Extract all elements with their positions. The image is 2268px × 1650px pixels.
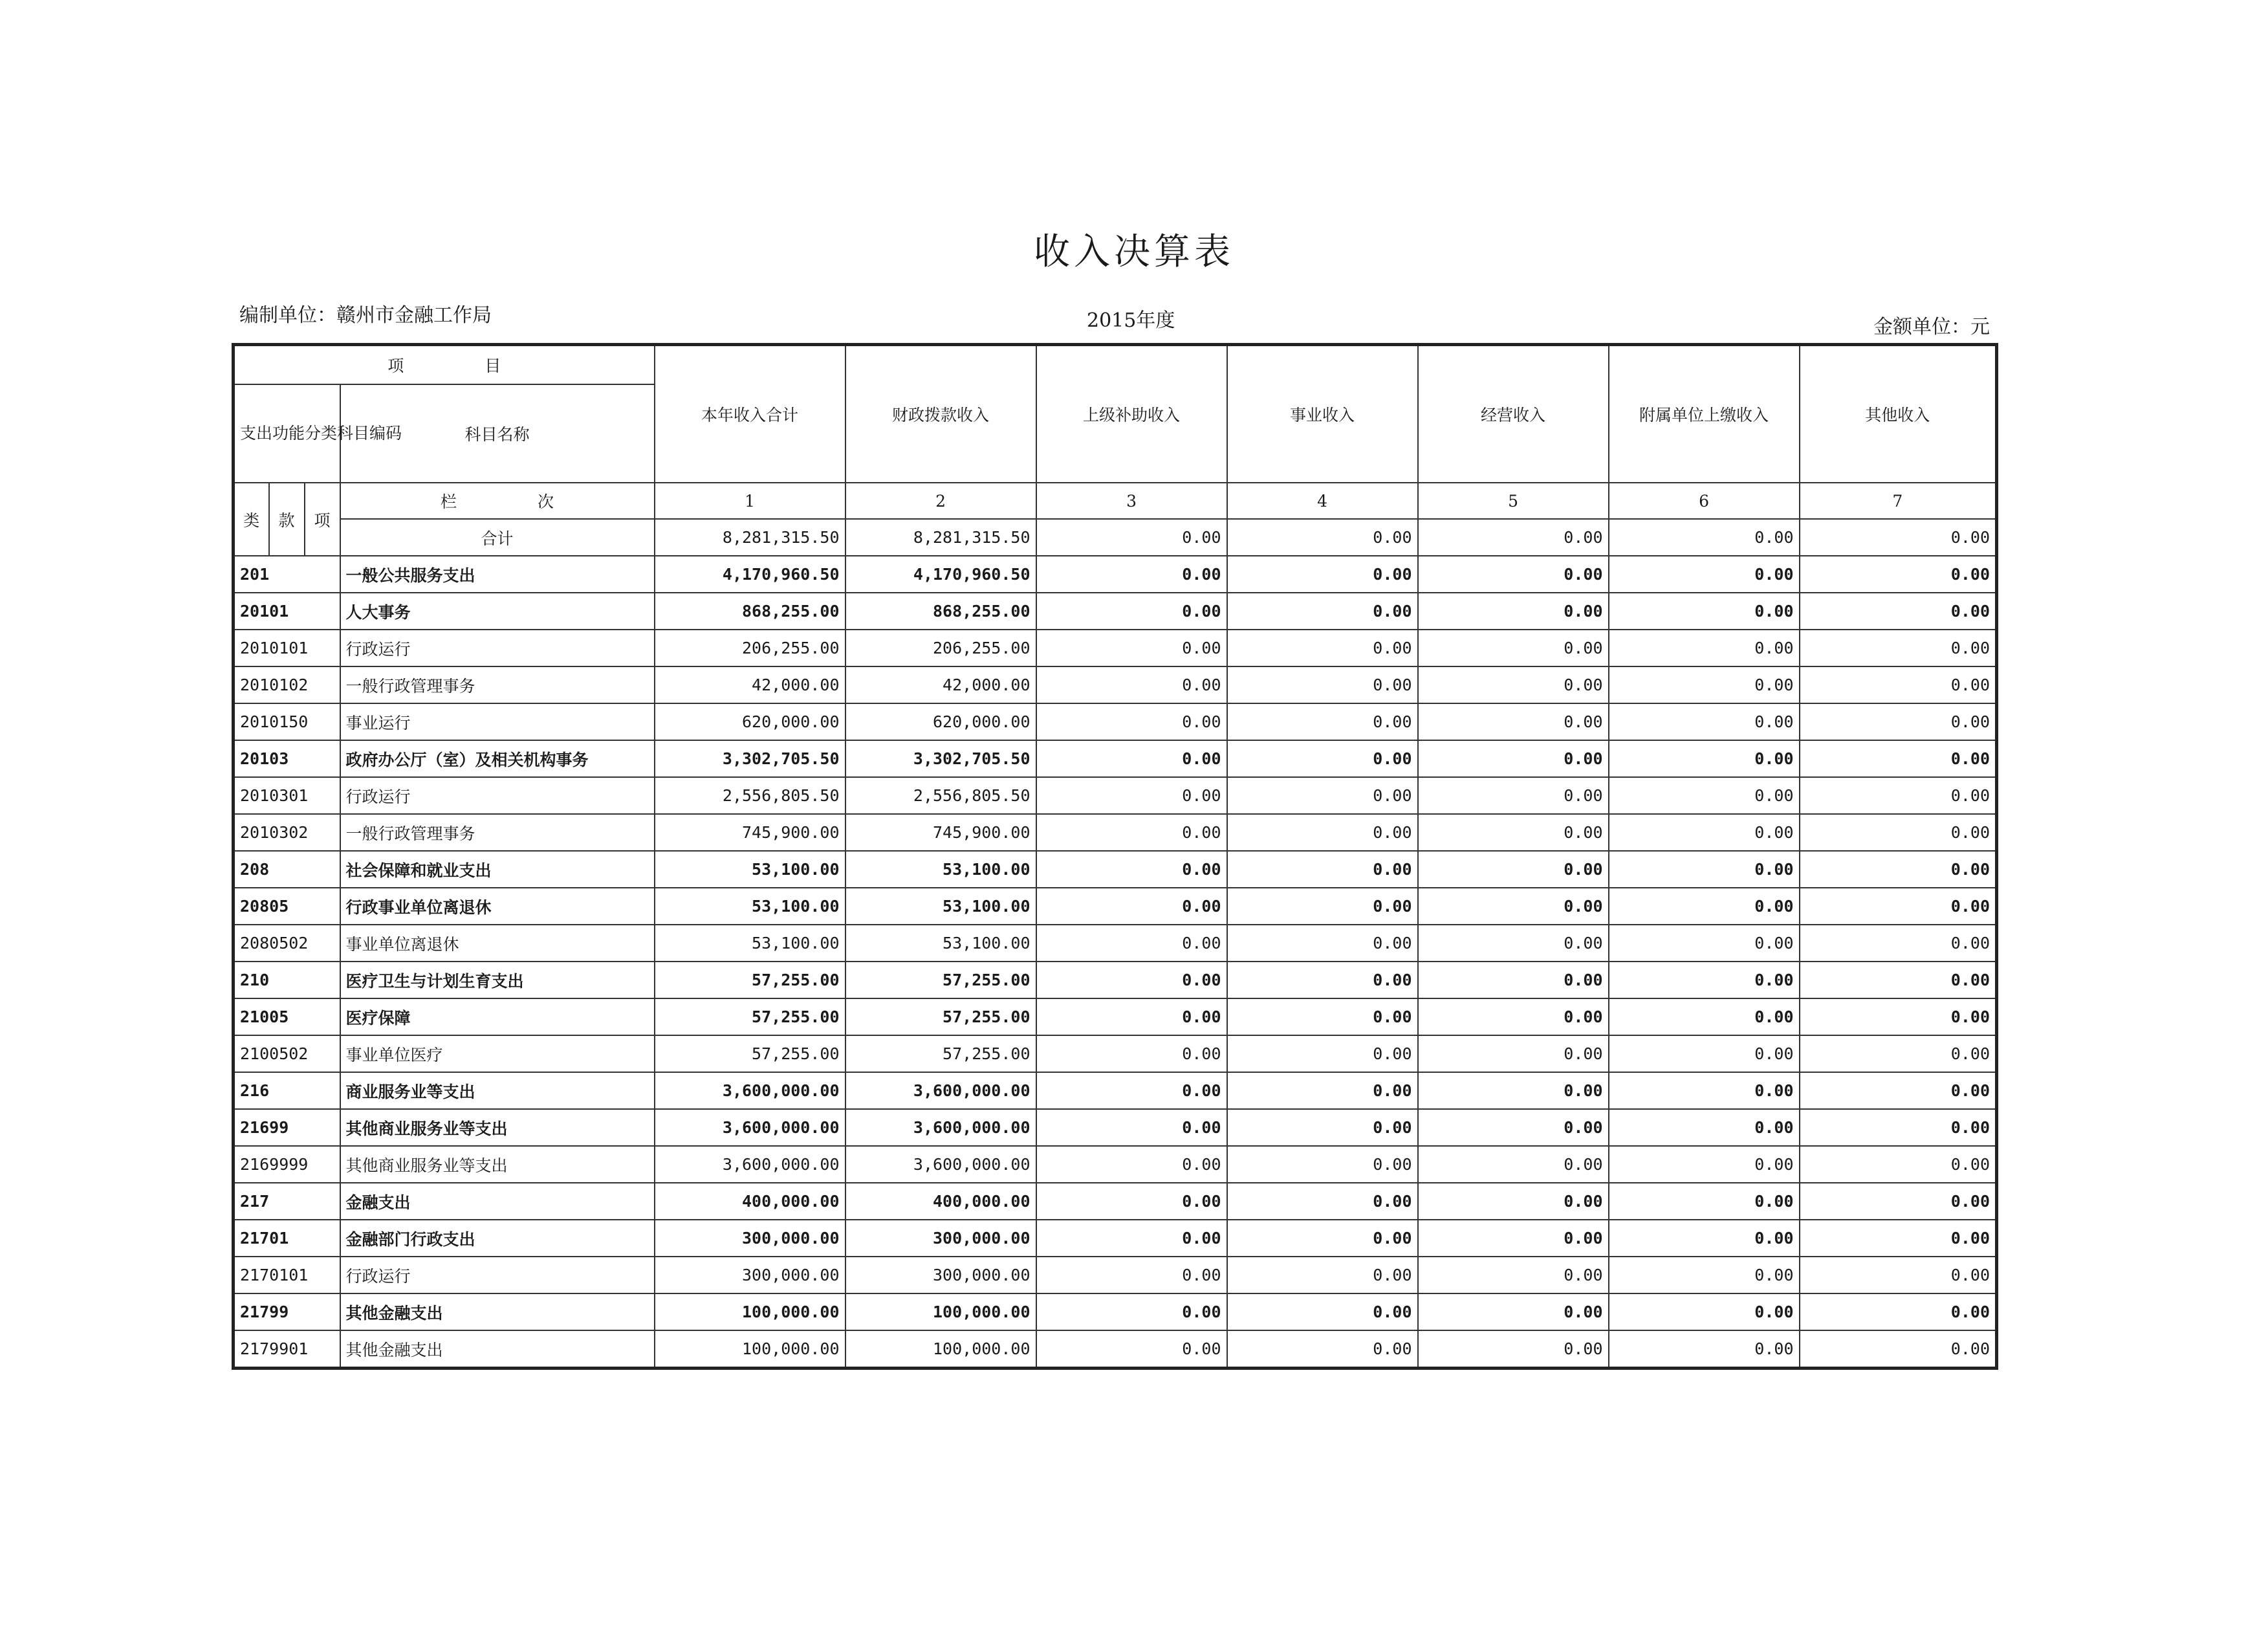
amount-col-3: 0.00 (1036, 1220, 1227, 1257)
amount-col-2: 206,255.00 (845, 630, 1036, 666)
amount-col-5: 0.00 (1418, 962, 1609, 998)
amount-col-6: 0.00 (1609, 1146, 1800, 1183)
amount-col-1: 300,000.00 (655, 1257, 845, 1293)
header-row-column-numbers (234, 483, 1997, 519)
amount-col-4: 0.00 (1227, 703, 1418, 740)
amount-col-5: 0.00 (1418, 740, 1609, 777)
total-value-3: 0.00 (1036, 519, 1227, 556)
amount-col-1: 53,100.00 (655, 851, 845, 888)
col-number-6: 6 (1609, 483, 1800, 519)
amount-col-4: 0.00 (1227, 666, 1418, 703)
amount-col-2: 53,100.00 (845, 925, 1036, 962)
amount-col-7: 0.00 (1800, 1183, 1997, 1220)
income-final-accounts-table (232, 343, 1998, 1370)
subject-name: 事业运行 (340, 703, 655, 740)
amount-col-6: 0.00 (1609, 962, 1800, 998)
function-code: 2100502 (234, 1035, 340, 1072)
amount-col-6: 0.00 (1609, 630, 1800, 666)
col-head-3: 上级补助收入 (1036, 345, 1227, 483)
subject-name: 其他商业服务业等支出 (340, 1146, 655, 1183)
amount-col-4: 0.00 (1227, 777, 1418, 814)
function-code: 201 (234, 556, 340, 593)
amount-col-7: 0.00 (1800, 777, 1997, 814)
amount-col-2: 400,000.00 (845, 1183, 1036, 1220)
amount-col-4: 0.00 (1227, 814, 1418, 851)
amount-col-5: 0.00 (1418, 1109, 1609, 1146)
subject-name: 事业单位离退休 (340, 925, 655, 962)
amount-col-2: 100,000.00 (845, 1293, 1036, 1330)
amount-col-6: 0.00 (1609, 777, 1800, 814)
amount-col-1: 57,255.00 (655, 998, 845, 1035)
amount-col-5: 0.00 (1418, 703, 1609, 740)
amount-col-4: 0.00 (1227, 593, 1418, 630)
amount-col-5: 0.00 (1418, 666, 1609, 703)
subject-name: 政府办公厅（室）及相关机构事务 (340, 740, 655, 777)
total-value-7: 0.00 (1800, 519, 1997, 556)
col-head-5: 经营收入 (1418, 345, 1609, 483)
amount-col-5: 0.00 (1418, 1146, 1609, 1183)
amount-col-4: 0.00 (1227, 1072, 1418, 1109)
amount-col-6: 0.00 (1609, 666, 1800, 703)
subject-name: 其他商业服务业等支出 (340, 1109, 655, 1146)
function-code: 20103 (234, 740, 340, 777)
fiscal-year: 2015年度 (1087, 309, 1175, 332)
amount-col-5: 0.00 (1418, 630, 1609, 666)
amount-col-1: 100,000.00 (655, 1293, 845, 1330)
amount-col-6: 0.00 (1609, 1257, 1800, 1293)
amount-col-5: 0.00 (1418, 1257, 1609, 1293)
amount-col-1: 57,255.00 (655, 962, 845, 998)
table-row (234, 666, 1997, 703)
total-value-4: 0.00 (1227, 519, 1418, 556)
amount-col-2: 300,000.00 (845, 1220, 1036, 1257)
amount-col-3: 0.00 (1036, 1146, 1227, 1183)
table-row (234, 814, 1997, 851)
table-row (234, 630, 1997, 666)
subject-name: 行政运行 (340, 1257, 655, 1293)
amount-col-1: 3,600,000.00 (655, 1146, 845, 1183)
function-code: 20101 (234, 593, 340, 630)
function-code: 21799 (234, 1293, 340, 1330)
amount-col-4: 0.00 (1227, 1146, 1418, 1183)
table-row (234, 1146, 1997, 1183)
function-code: 2010150 (234, 703, 340, 740)
table-row (234, 703, 1997, 740)
function-code: 21701 (234, 1220, 340, 1257)
amount-col-6: 0.00 (1609, 851, 1800, 888)
total-value-1: 8,281,315.50 (655, 519, 845, 556)
amount-col-7: 0.00 (1800, 1035, 1997, 1072)
amount-col-6: 0.00 (1609, 925, 1800, 962)
amount-col-7: 0.00 (1800, 1220, 1997, 1257)
amount-col-1: 53,100.00 (655, 888, 845, 925)
col-number-7: 7 (1800, 483, 1997, 519)
page-title: 收入决算表 (1034, 231, 1234, 273)
table-row (234, 1330, 1997, 1369)
amount-col-4: 0.00 (1227, 1330, 1418, 1369)
amount-col-6: 0.00 (1609, 1183, 1800, 1220)
amount-col-1: 300,000.00 (655, 1220, 845, 1257)
kuan-header: 款 (269, 483, 305, 556)
col-number-5: 5 (1418, 483, 1609, 519)
amount-col-3: 0.00 (1036, 556, 1227, 593)
amount-col-2: 300,000.00 (845, 1257, 1036, 1293)
amount-col-3: 0.00 (1036, 998, 1227, 1035)
subject-name: 其他金融支出 (340, 1330, 655, 1369)
amount-col-6: 0.00 (1609, 1072, 1800, 1109)
amount-col-3: 0.00 (1036, 925, 1227, 962)
amount-col-2: 57,255.00 (845, 962, 1036, 998)
amount-col-7: 0.00 (1800, 703, 1997, 740)
table-row (234, 1072, 1997, 1109)
amount-col-4: 0.00 (1227, 556, 1418, 593)
amount-col-6: 0.00 (1609, 814, 1800, 851)
col-head-1: 本年收入合计 (655, 345, 845, 483)
amount-col-3: 0.00 (1036, 1183, 1227, 1220)
table-row (234, 888, 1997, 925)
amount-col-2: 53,100.00 (845, 851, 1036, 888)
subject-name: 一般公共服务支出 (340, 556, 655, 593)
function-code: 20805 (234, 888, 340, 925)
col-head-7: 其他收入 (1800, 345, 1997, 483)
table-row (234, 1035, 1997, 1072)
xiang-header: 项 (305, 483, 340, 556)
amount-col-4: 0.00 (1227, 1257, 1418, 1293)
amount-col-3: 0.00 (1036, 1330, 1227, 1369)
amount-col-3: 0.00 (1036, 1035, 1227, 1072)
table-row (234, 1257, 1997, 1293)
amount-col-5: 0.00 (1418, 1183, 1609, 1220)
amount-col-7: 0.00 (1800, 740, 1997, 777)
lanci-header: 栏 次 (340, 483, 655, 519)
amount-col-7: 0.00 (1800, 1146, 1997, 1183)
table-row (234, 998, 1997, 1035)
table-row (234, 1183, 1997, 1220)
amount-col-5: 0.00 (1418, 1293, 1609, 1330)
amount-col-1: 868,255.00 (655, 593, 845, 630)
amount-col-6: 0.00 (1609, 1293, 1800, 1330)
function-code: 210 (234, 962, 340, 998)
total-value-6: 0.00 (1609, 519, 1800, 556)
subject-name: 一般行政管理事务 (340, 814, 655, 851)
amount-col-5: 0.00 (1418, 1072, 1609, 1109)
amount-col-1: 400,000.00 (655, 1183, 845, 1220)
total-value-5: 0.00 (1418, 519, 1609, 556)
header-row-project (234, 345, 1997, 385)
amount-col-7: 0.00 (1800, 593, 1997, 630)
col-number-1: 1 (655, 483, 845, 519)
subject-name-header: 科目名称 (340, 384, 655, 483)
amount-col-6: 0.00 (1609, 593, 1800, 630)
table-row (234, 851, 1997, 888)
amount-col-5: 0.00 (1418, 1220, 1609, 1257)
amount-col-5: 0.00 (1418, 1330, 1609, 1369)
col-head-4: 事业收入 (1227, 345, 1418, 483)
amount-col-6: 0.00 (1609, 1109, 1800, 1146)
col-head-6: 附属单位上缴收入 (1609, 345, 1800, 483)
amount-col-2: 620,000.00 (845, 703, 1036, 740)
amount-col-5: 0.00 (1418, 777, 1609, 814)
amount-col-4: 0.00 (1227, 1220, 1418, 1257)
subject-name: 行政运行 (340, 630, 655, 666)
amount-col-4: 0.00 (1227, 1109, 1418, 1146)
amount-col-2: 57,255.00 (845, 1035, 1036, 1072)
amount-col-5: 0.00 (1418, 998, 1609, 1035)
amount-col-1: 620,000.00 (655, 703, 845, 740)
amount-col-4: 0.00 (1227, 740, 1418, 777)
function-code: 208 (234, 851, 340, 888)
subject-name: 医疗卫生与计划生育支出 (340, 962, 655, 998)
amount-col-6: 0.00 (1609, 1330, 1800, 1369)
total-row (234, 519, 1997, 556)
amount-col-6: 0.00 (1609, 888, 1800, 925)
col-number-3: 3 (1036, 483, 1227, 519)
amount-col-4: 0.00 (1227, 962, 1418, 998)
amount-col-2: 57,255.00 (845, 998, 1036, 1035)
amount-col-6: 0.00 (1609, 1220, 1800, 1257)
subject-name: 其他金融支出 (340, 1293, 655, 1330)
amount-col-7: 0.00 (1800, 814, 1997, 851)
amount-col-4: 0.00 (1227, 998, 1418, 1035)
amount-col-3: 0.00 (1036, 777, 1227, 814)
amount-col-7: 0.00 (1800, 998, 1997, 1035)
amount-col-4: 0.00 (1227, 851, 1418, 888)
amount-col-1: 3,302,705.50 (655, 740, 845, 777)
amount-col-3: 0.00 (1036, 1293, 1227, 1330)
amount-col-2: 53,100.00 (845, 888, 1036, 925)
table-row (234, 925, 1997, 962)
project-header: 项 目 (234, 345, 655, 385)
amount-col-5: 0.00 (1418, 888, 1609, 925)
subject-name: 金融部门行政支出 (340, 1220, 655, 1257)
subject-name: 一般行政管理事务 (340, 666, 655, 703)
amount-col-7: 0.00 (1800, 1330, 1997, 1369)
amount-col-4: 0.00 (1227, 1293, 1418, 1330)
amount-col-1: 100,000.00 (655, 1330, 845, 1369)
subject-name: 社会保障和就业支出 (340, 851, 655, 888)
function-code: 2010101 (234, 630, 340, 666)
amount-col-5: 0.00 (1418, 814, 1609, 851)
table-row (234, 1293, 1997, 1330)
amount-col-7: 0.00 (1800, 925, 1997, 962)
amount-col-7: 0.00 (1800, 888, 1997, 925)
col-head-2: 财政拨款收入 (845, 345, 1036, 483)
table-row (234, 1109, 1997, 1146)
amount-col-6: 0.00 (1609, 1035, 1800, 1072)
amount-col-4: 0.00 (1227, 1183, 1418, 1220)
function-code: 2010302 (234, 814, 340, 851)
table-row (234, 1220, 1997, 1257)
subject-name: 医疗保障 (340, 998, 655, 1035)
amount-col-3: 0.00 (1036, 962, 1227, 998)
subject-name: 人大事务 (340, 593, 655, 630)
function-code: 21005 (234, 998, 340, 1035)
function-code: 216 (234, 1072, 340, 1109)
amount-col-1: 57,255.00 (655, 1035, 845, 1072)
table-row (234, 777, 1997, 814)
amount-col-2: 3,600,000.00 (845, 1072, 1036, 1109)
amount-col-3: 0.00 (1036, 1072, 1227, 1109)
func-code-header: 支出功能分类科目编码 (234, 384, 340, 483)
lei-header: 类 (234, 483, 269, 556)
amount-col-3: 0.00 (1036, 888, 1227, 925)
amount-col-2: 4,170,960.50 (845, 556, 1036, 593)
amount-col-5: 0.00 (1418, 1035, 1609, 1072)
function-code: 21699 (234, 1109, 340, 1146)
amount-col-2: 42,000.00 (845, 666, 1036, 703)
function-code: 2080502 (234, 925, 340, 962)
amount-col-7: 0.00 (1800, 1109, 1997, 1146)
amount-col-3: 0.00 (1036, 630, 1227, 666)
amount-col-6: 0.00 (1609, 556, 1800, 593)
subject-name: 行政事业单位离退休 (340, 888, 655, 925)
function-code: 217 (234, 1183, 340, 1220)
amount-col-4: 0.00 (1227, 1035, 1418, 1072)
amount-col-1: 4,170,960.50 (655, 556, 845, 593)
col-number-2: 2 (845, 483, 1036, 519)
function-code: 2010102 (234, 666, 340, 703)
amount-col-7: 0.00 (1800, 1293, 1997, 1330)
table-row (234, 962, 1997, 998)
subject-name: 事业单位医疗 (340, 1035, 655, 1072)
amount-col-5: 0.00 (1418, 851, 1609, 888)
amount-col-2: 100,000.00 (845, 1330, 1036, 1369)
amount-col-7: 0.00 (1800, 666, 1997, 703)
compiling-unit: 编制单位：赣州市金融工作局 (239, 304, 492, 327)
amount-col-1: 53,100.00 (655, 925, 845, 962)
amount-col-3: 0.00 (1036, 814, 1227, 851)
amount-col-1: 3,600,000.00 (655, 1109, 845, 1146)
subject-name: 金融支出 (340, 1183, 655, 1220)
function-code: 2170101 (234, 1257, 340, 1293)
amount-col-4: 0.00 (1227, 630, 1418, 666)
amount-col-1: 42,000.00 (655, 666, 845, 703)
amount-unit: 金额单位：元 (1873, 316, 1990, 338)
amount-col-3: 0.00 (1036, 703, 1227, 740)
col-number-4: 4 (1227, 483, 1418, 519)
amount-col-2: 3,600,000.00 (845, 1146, 1036, 1183)
amount-col-3: 0.00 (1036, 851, 1227, 888)
amount-col-7: 0.00 (1800, 630, 1997, 666)
amount-col-4: 0.00 (1227, 888, 1418, 925)
amount-col-1: 206,255.00 (655, 630, 845, 666)
amount-col-2: 745,900.00 (845, 814, 1036, 851)
amount-col-3: 0.00 (1036, 1257, 1227, 1293)
function-code: 2179901 (234, 1330, 340, 1369)
function-code: 2010301 (234, 777, 340, 814)
amount-col-6: 0.00 (1609, 703, 1800, 740)
amount-col-7: 0.00 (1800, 962, 1997, 998)
table-row (234, 740, 1997, 777)
amount-col-1: 3,600,000.00 (655, 1072, 845, 1109)
subject-name: 行政运行 (340, 777, 655, 814)
amount-col-7: 0.00 (1800, 556, 1997, 593)
amount-col-2: 3,600,000.00 (845, 1109, 1036, 1146)
amount-col-4: 0.00 (1227, 925, 1418, 962)
amount-col-3: 0.00 (1036, 593, 1227, 630)
amount-col-2: 2,556,805.50 (845, 777, 1036, 814)
amount-col-3: 0.00 (1036, 1109, 1227, 1146)
amount-col-7: 0.00 (1800, 1257, 1997, 1293)
amount-col-1: 745,900.00 (655, 814, 845, 851)
table-row (234, 593, 1997, 630)
amount-col-6: 0.00 (1609, 998, 1800, 1035)
amount-col-3: 0.00 (1036, 666, 1227, 703)
amount-col-1: 2,556,805.50 (655, 777, 845, 814)
subject-name: 商业服务业等支出 (340, 1072, 655, 1109)
amount-col-5: 0.00 (1418, 925, 1609, 962)
amount-col-2: 3,302,705.50 (845, 740, 1036, 777)
amount-col-5: 0.00 (1418, 593, 1609, 630)
amount-col-2: 868,255.00 (845, 593, 1036, 630)
table-row (234, 556, 1997, 593)
amount-col-6: 0.00 (1609, 740, 1800, 777)
total-label: 合计 (340, 519, 655, 556)
amount-col-3: 0.00 (1036, 740, 1227, 777)
total-value-2: 8,281,315.50 (845, 519, 1036, 556)
amount-col-5: 0.00 (1418, 556, 1609, 593)
amount-col-7: 0.00 (1800, 1072, 1997, 1109)
amount-col-7: 0.00 (1800, 851, 1997, 888)
function-code: 2169999 (234, 1146, 340, 1183)
